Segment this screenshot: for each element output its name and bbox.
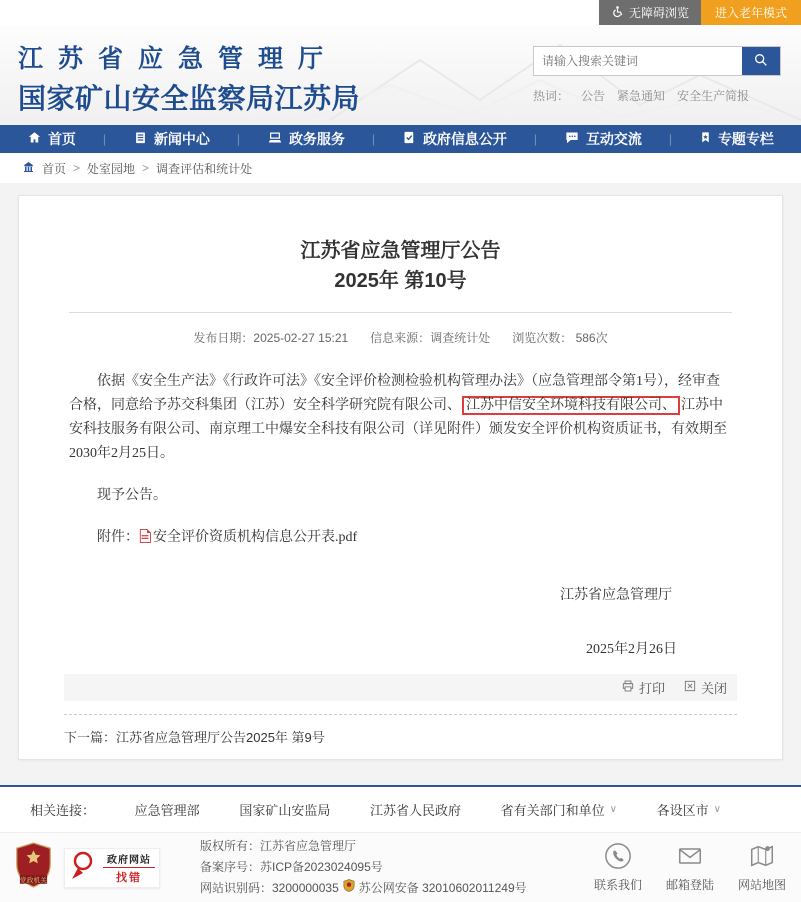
printer-icon bbox=[621, 679, 635, 696]
content-area bbox=[0, 183, 801, 785]
phone-icon bbox=[604, 842, 632, 873]
dropdown-label: 各设区市 bbox=[656, 803, 709, 818]
next-article-label: 下一篇： bbox=[64, 730, 117, 745]
signature-date: 2025年2月26日 bbox=[586, 642, 677, 657]
nav-item-info-disclosure[interactable] bbox=[402, 129, 507, 149]
site-logo[interactable] bbox=[18, 25, 360, 125]
footer-bottom bbox=[0, 832, 801, 902]
police-registration-link[interactable]: 苏公网安备 32010602011249号 bbox=[358, 881, 527, 895]
article-paragraph-1 bbox=[69, 370, 732, 466]
site-title-line1: 江苏省应急管理厅 bbox=[18, 45, 339, 73]
gov-site-error-badge[interactable] bbox=[64, 848, 160, 888]
article-meta bbox=[19, 329, 782, 346]
footer-link-mem[interactable]: 应急管理部 bbox=[134, 803, 200, 818]
sitemap-icon bbox=[748, 842, 776, 873]
article-paragraph-2: 现予公告。 bbox=[97, 488, 167, 503]
icp-line: 备案序号：苏ICP备2023024095号 bbox=[200, 860, 383, 874]
news-icon bbox=[133, 130, 148, 148]
hot-word-announcement[interactable]: 公告 bbox=[581, 89, 606, 103]
source-value: 调查统计处 bbox=[430, 331, 491, 345]
nav-label: 政府信息公开 bbox=[422, 131, 507, 147]
hot-word-urgent-notice[interactable]: 紧急通知 bbox=[617, 89, 666, 103]
copyright-block bbox=[200, 836, 527, 899]
breadcrumb bbox=[0, 153, 801, 183]
police-badge-icon bbox=[343, 878, 355, 899]
publish-date-label: 发布日期： bbox=[193, 331, 254, 345]
article-toolbar bbox=[64, 674, 737, 701]
nav-label: 政务服务 bbox=[288, 131, 345, 147]
nav-label: 互动交流 bbox=[585, 131, 642, 147]
accessibility-button[interactable] bbox=[599, 0, 701, 25]
paragraph-text: 依据《安全生产法》《行政许可法》《安全评价检测检验机构管理办法》（应急管理部令第1号），经审查合格，同意给予苏交科集团（江苏）安全科学研究院有限公司、 bbox=[69, 374, 720, 413]
nav-separator: | bbox=[236, 132, 240, 146]
title-divider bbox=[69, 312, 732, 313]
mail-login-label: 邮箱登陆 bbox=[665, 878, 714, 892]
page-title bbox=[19, 236, 782, 296]
hot-words-label: 热词： bbox=[533, 89, 570, 103]
main-nav bbox=[0, 125, 801, 153]
article-card bbox=[18, 195, 783, 760]
bookmark-icon bbox=[699, 130, 712, 148]
copyright-line: 版权所有：江苏省应急管理厅 bbox=[200, 839, 357, 853]
nav-label: 新闻中心 bbox=[153, 131, 210, 147]
nav-label: 专题专栏 bbox=[717, 131, 774, 147]
footer-dropdown-departments[interactable] bbox=[501, 800, 617, 819]
pdf-icon bbox=[139, 532, 151, 547]
next-article-link[interactable]: 江苏省应急管理厅公告2025年 第9号 bbox=[116, 730, 325, 745]
search-button[interactable] bbox=[742, 47, 780, 75]
search-box bbox=[533, 46, 781, 76]
source-label: 信息来源： bbox=[370, 331, 431, 345]
breadcrumb-home-icon bbox=[22, 161, 35, 176]
mail-login-button[interactable] bbox=[666, 842, 714, 893]
party-gov-badge[interactable] bbox=[15, 842, 52, 893]
breadcrumb-item-home[interactable]: 首页 bbox=[42, 161, 67, 176]
nav-separator: | bbox=[371, 132, 375, 146]
close-icon bbox=[683, 679, 697, 696]
print-button[interactable] bbox=[621, 678, 665, 697]
hot-word-safety-brief[interactable]: 安全生产简报 bbox=[677, 89, 750, 103]
attachment-row bbox=[69, 526, 732, 552]
footer-link-jiangsu-gov[interactable]: 江苏省人民政府 bbox=[369, 803, 461, 818]
publish-date-value: 2025-02-27 15:21 bbox=[253, 331, 349, 345]
chevron-down-icon: ∨ bbox=[609, 804, 617, 815]
next-article bbox=[64, 727, 325, 746]
article-title-line1: 江苏省应急管理厅公告 bbox=[300, 240, 501, 262]
nav-separator: | bbox=[668, 132, 672, 146]
nav-label: 首页 bbox=[47, 131, 76, 147]
contact-us-button[interactable] bbox=[594, 842, 642, 893]
chevron-down-icon: ∨ bbox=[713, 804, 721, 815]
dashed-divider bbox=[64, 714, 737, 715]
attachment-link[interactable]: 安全评价资质机构信息公开表.pdf bbox=[153, 530, 358, 545]
home-icon bbox=[27, 130, 42, 148]
search-input[interactable] bbox=[534, 47, 742, 75]
views-value: 586次 bbox=[575, 331, 608, 345]
nav-item-services[interactable] bbox=[267, 129, 345, 149]
footer-link-mine-admin[interactable]: 国家矿山安监局 bbox=[239, 803, 331, 818]
error-magnifier-icon bbox=[69, 849, 99, 886]
footer-dropdown-cities[interactable] bbox=[657, 800, 721, 819]
breadcrumb-separator: > bbox=[142, 161, 150, 175]
attachment-label: 附件： bbox=[97, 530, 139, 545]
signature-org: 江苏省应急管理厅 bbox=[560, 588, 672, 603]
close-label: 关闭 bbox=[700, 681, 727, 696]
sitemap-label: 网站地图 bbox=[737, 878, 786, 892]
highlight-annotation-box: 江苏中信安全环境科技有限公司、 bbox=[462, 396, 680, 415]
sitemap-button[interactable] bbox=[738, 842, 786, 893]
nav-separator: | bbox=[102, 132, 106, 146]
contact-us-label: 联系我们 bbox=[593, 878, 642, 892]
chat-icon bbox=[564, 130, 580, 148]
topbar bbox=[0, 0, 801, 25]
paragraph-text: 江苏中安科技服务有限公司、南京理工中爆安全科技有限公司（详见附件）颁发安全评价机构资质证书，有效期至2030年2月25日。 bbox=[69, 398, 727, 461]
hot-words bbox=[533, 87, 783, 104]
nav-separator: | bbox=[533, 132, 537, 146]
views-label: 浏览次数： bbox=[512, 331, 573, 345]
site-header bbox=[0, 25, 801, 125]
print-label: 打印 bbox=[638, 681, 665, 696]
wheelchair-icon bbox=[611, 5, 624, 21]
accessibility-label: 无障碍浏览 bbox=[628, 6, 689, 20]
search-icon bbox=[753, 52, 769, 71]
related-links-label: 相关连接： bbox=[30, 803, 96, 818]
party-badge-label: 党政机关 bbox=[19, 877, 48, 885]
site-code-line: 网站识别码：3200000035 bbox=[200, 881, 339, 895]
elder-mode-button[interactable]: 进入老年模式 bbox=[701, 0, 801, 25]
breadcrumb-separator: > bbox=[73, 161, 81, 175]
error-badge-line1: 政府网站 bbox=[107, 854, 151, 866]
nav-item-news[interactable] bbox=[133, 129, 210, 149]
close-button[interactable] bbox=[683, 678, 727, 697]
site-title-line2: 国家矿山安全监察局江苏局 bbox=[18, 83, 361, 114]
article-body bbox=[19, 370, 782, 662]
breadcrumb-item-current[interactable]: 调查评估和统计处 bbox=[156, 161, 253, 176]
breadcrumb-item-offices[interactable]: 处室园地 bbox=[87, 161, 136, 176]
info-disclosure-icon bbox=[402, 130, 417, 148]
dropdown-label: 省有关部门和单位 bbox=[500, 803, 605, 818]
mail-icon bbox=[676, 842, 704, 873]
footer-links bbox=[0, 785, 801, 832]
error-badge-line2: 找错 bbox=[103, 867, 155, 885]
service-icon bbox=[267, 130, 283, 148]
nav-item-topics[interactable] bbox=[699, 129, 774, 149]
article-title-line2: 2025年 第10号 bbox=[334, 270, 467, 292]
nav-item-home[interactable] bbox=[27, 129, 76, 149]
nav-item-interaction[interactable] bbox=[564, 129, 642, 149]
